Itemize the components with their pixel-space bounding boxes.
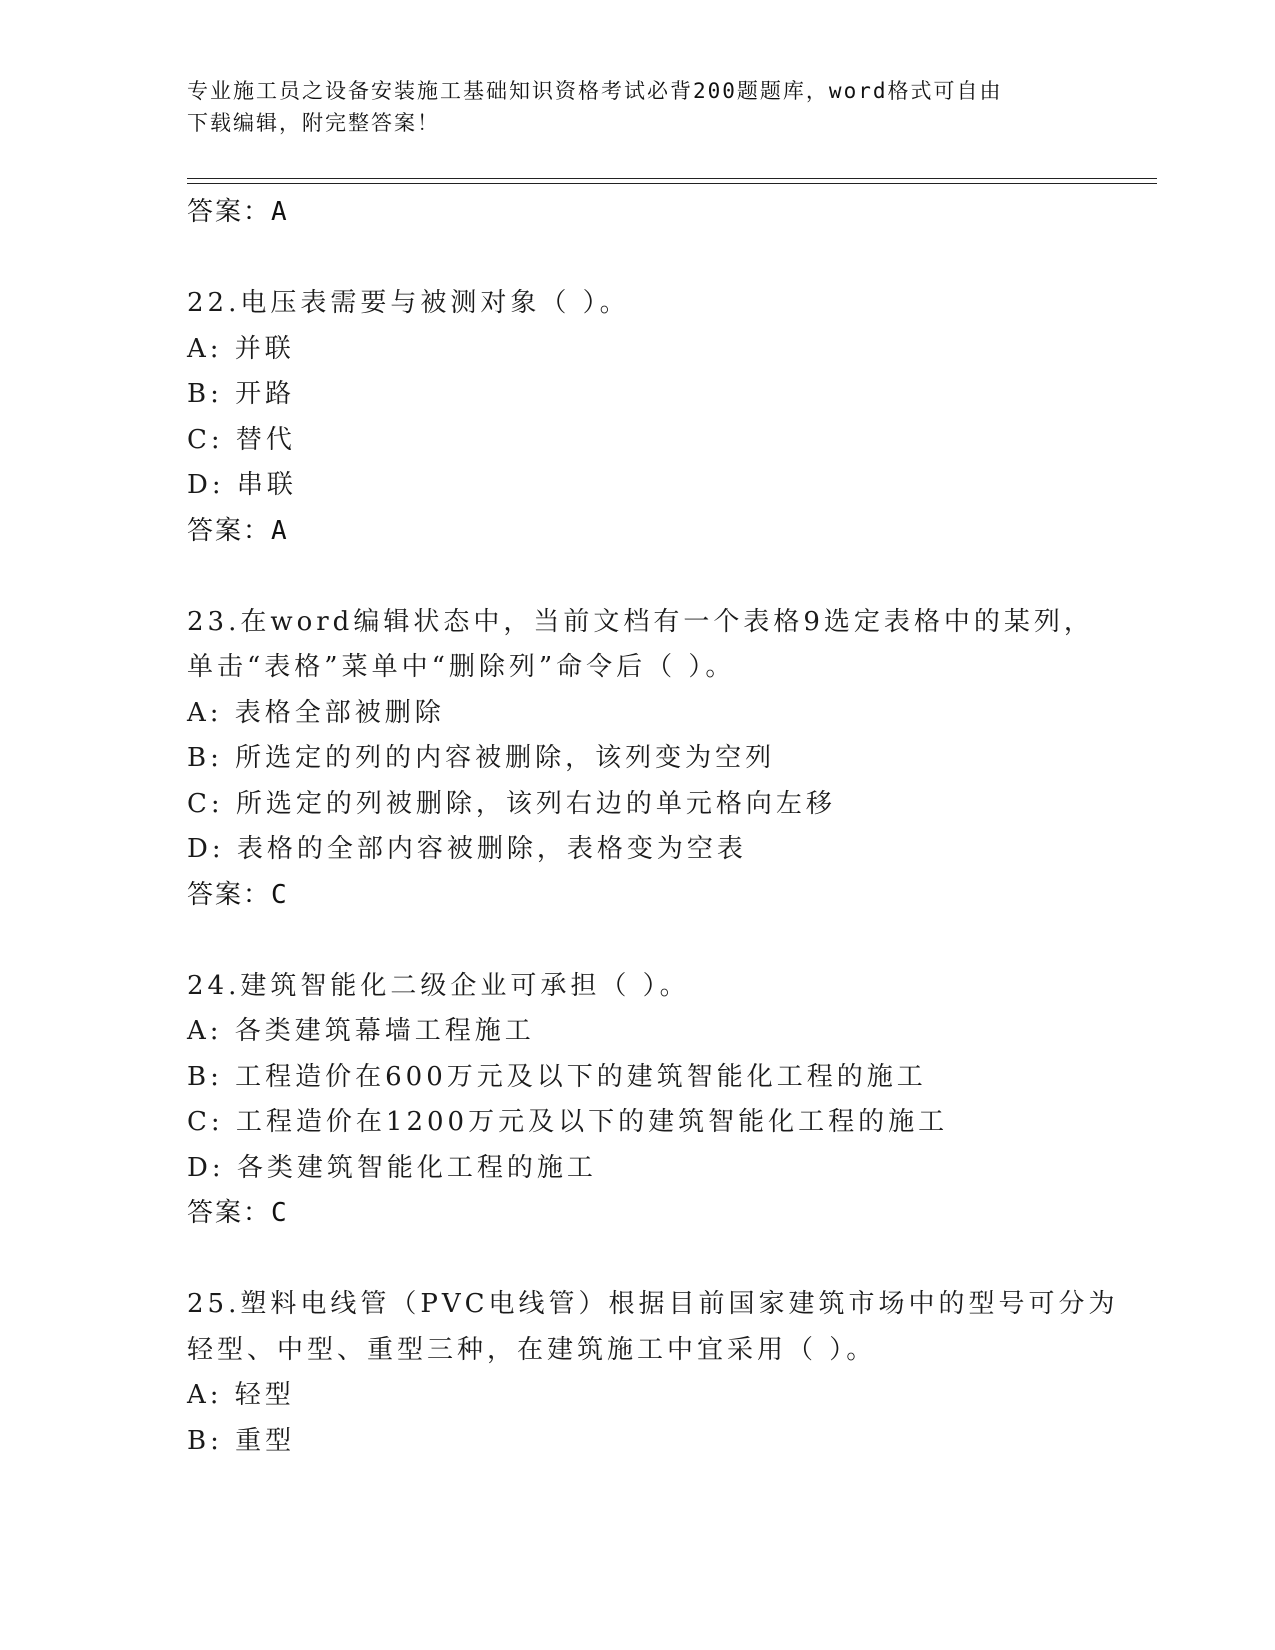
- option-b: B: 开路: [187, 379, 296, 409]
- question-content: [187, 190, 1119, 1464]
- answer-value: A: [271, 197, 289, 227]
- option-c: C: 工程造价在1200万元及以下的建筑智能化工程的施工: [187, 1107, 949, 1137]
- header-title-line-2: 下载编辑，附完整答案！: [187, 111, 440, 135]
- question-block: [187, 600, 1094, 919]
- option-b: B: 工程造价在600万元及以下的建筑智能化工程的施工: [187, 1061, 927, 1092]
- option-d: D: 各类建筑智能化工程的施工: [187, 1152, 597, 1183]
- header-divider-bottom: [187, 183, 1157, 184]
- spacer: [187, 236, 1087, 282]
- question-block: [187, 1282, 1119, 1464]
- option-d: D: 表格的全部内容被删除，表格变为空表: [187, 834, 747, 864]
- page-header: [187, 75, 1087, 139]
- question-block: [187, 964, 1087, 1237]
- option-a: A: 各类建筑幕墙工程施工: [187, 1016, 535, 1046]
- answer-value: C: [271, 879, 289, 910]
- answer-label: 答案：: [187, 1198, 272, 1228]
- answer-line: [187, 509, 1087, 555]
- option-a: A: 轻型: [187, 1380, 295, 1410]
- answer-value: A: [271, 515, 289, 546]
- option-a: A: 并联: [187, 333, 295, 364]
- option-b: B: 重型: [187, 1425, 296, 1456]
- spacer: [187, 1237, 1087, 1283]
- spacer: [187, 918, 1087, 964]
- option-a: A: 表格全部被删除: [187, 697, 445, 728]
- option-c: C: 替代: [187, 424, 296, 455]
- answer-label: 答案：: [187, 197, 272, 227]
- answer-line: [187, 190, 1087, 236]
- question-block: [187, 281, 1087, 554]
- answer-line: [187, 873, 1087, 919]
- spacer: [187, 554, 1087, 600]
- question-text: 25.塑料电线管（PVC电线管）根据目前国家建筑市场中的型号可分为: [187, 1289, 1119, 1319]
- option-b: B: 所选定的列的内容被删除，该列变为空列: [187, 743, 776, 773]
- answer-line: [187, 1191, 1087, 1237]
- question-text: 24.建筑智能化二级企业可承担（ ）。: [187, 970, 690, 1001]
- option-d: D: 串联: [187, 470, 297, 500]
- header-divider-top: [187, 178, 1157, 179]
- answer-value: C: [271, 1198, 289, 1228]
- answer-label: 答案：: [187, 515, 272, 546]
- option-c: C: 所选定的列被删除，该列右边的单元格向左移: [187, 788, 836, 819]
- question-text: 23.在word编辑状态中，当前文档有一个表格9选定表格中的某列，: [187, 606, 1094, 637]
- question-text-continued: 单击“表格”菜单中“删除列”命令后（ ）。: [187, 652, 736, 682]
- question-text-continued: 轻型、中型、重型三种，在建筑施工中宜采用（ ）。: [187, 1334, 877, 1365]
- header-title-line-1: 专业施工员之设备安装施工基础知识资格考试必背200题题库，word格式可自由: [187, 79, 1003, 103]
- question-text: 22.电压表需要与被测对象（ ）。: [187, 288, 630, 318]
- answer-label: 答案：: [187, 879, 272, 910]
